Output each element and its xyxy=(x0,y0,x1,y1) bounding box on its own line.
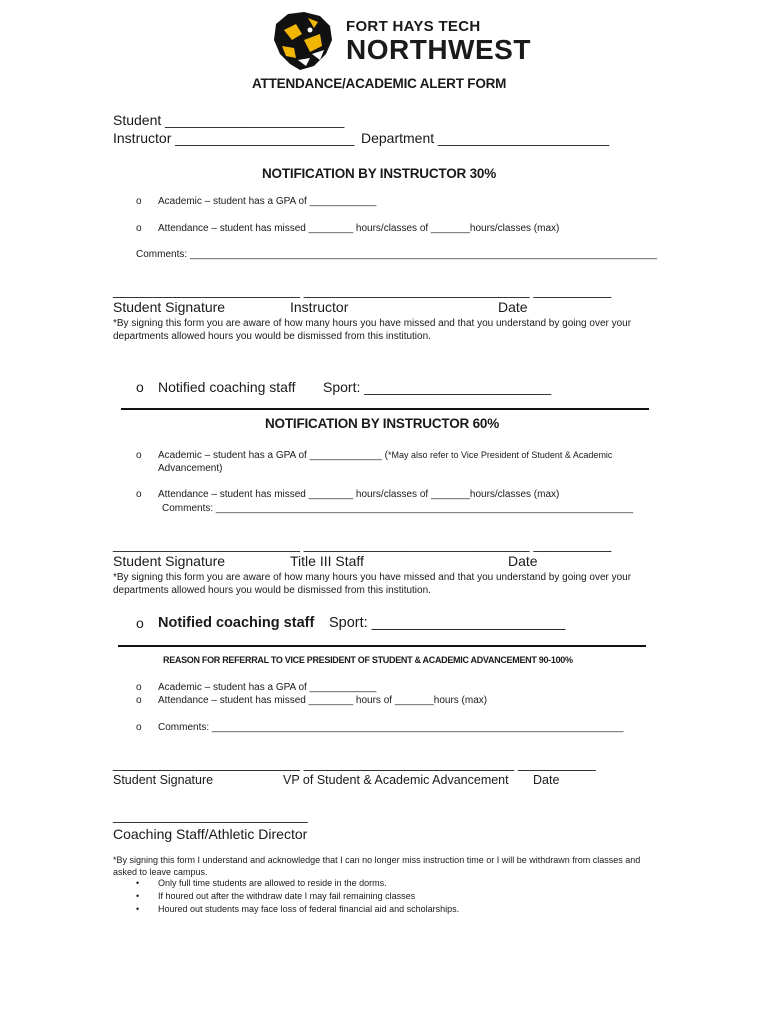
signing-note-60: *By signing this form you are aware of how many hours you have missed and that you understand by going over your departments allowed hours you would be dismissed from this institution. xyxy=(113,572,632,596)
signature-lines-30[interactable]: ________________________ _____________________________ __________ xyxy=(113,282,612,298)
checkbox-attendance-30[interactable]: o xyxy=(136,223,142,234)
checkbox-attendance-60[interactable]: o xyxy=(136,489,142,500)
divider-2 xyxy=(118,645,646,647)
sport-field-60[interactable]: Sport: ________________________ xyxy=(329,615,566,631)
comments-30-field[interactable]: Comments: ____________________________________________________________________________________ xyxy=(136,249,658,260)
student-field[interactable]: Student _______________________ xyxy=(113,112,345,128)
checkbox-coaching-30[interactable]: o xyxy=(136,379,144,395)
title3-staff-label: Title III Staff xyxy=(290,553,364,569)
brand-line1: FORT HAYS TECH xyxy=(346,18,481,35)
academic-60-continuation: Advancement) xyxy=(158,463,223,474)
section2-heading: NOTIFICATION BY INSTRUCTOR 60% xyxy=(265,416,500,431)
checkbox-coaching-60[interactable]: o xyxy=(136,615,144,631)
student-signature-label-30: Student Signature xyxy=(113,299,226,315)
vp-referral-note: *May also refer to Vice President of Student & Academic xyxy=(387,450,613,460)
tiger-head-icon xyxy=(270,10,336,72)
department-field[interactable]: Department ______________________ xyxy=(361,130,610,146)
student-signature-label-90: Student Signature xyxy=(113,773,214,787)
notified-coaching-30: Notified coaching staff xyxy=(158,379,296,395)
bullet-dot-2: • xyxy=(136,891,140,901)
point-3: Houred out students may face loss of federal financial aid and scholarships. xyxy=(158,904,460,914)
checkbox-academic-60[interactable]: o xyxy=(136,450,142,461)
bullet-dot-1: • xyxy=(136,878,140,888)
date-label-90: Date xyxy=(533,773,560,787)
checkbox-comments-90[interactable]: o xyxy=(136,722,142,733)
divider-1 xyxy=(121,408,649,410)
form-title: ATTENDANCE/ACADEMIC ALERT FORM xyxy=(252,76,507,91)
comments-90-field[interactable]: Comments: __________________________________________________________________________ xyxy=(158,722,624,733)
section1-heading: NOTIFICATION BY INSTRUCTOR 30% xyxy=(262,166,497,181)
attendance-30-text: Attendance – student has missed ________ hours/classes of _______hours/classes (max) xyxy=(158,223,560,234)
notified-coaching-60: Notified coaching staff xyxy=(158,615,315,631)
academic-60-main: Academic – student has a GPA of _____________ ( xyxy=(158,450,388,461)
point-1: Only full time students are allowed to reside in the dorms. xyxy=(158,878,387,888)
checkbox-attendance-90[interactable]: o xyxy=(136,695,142,706)
attendance-60-text: Attendance – student has missed ________ hours/classes of _______hours/classes (max) xyxy=(158,489,560,500)
instructor-field[interactable]: Instructor _______________________ xyxy=(113,130,355,146)
vp-signature-label: VP of Student & Academic Advancement xyxy=(283,773,509,787)
sport-field-30[interactable]: Sport: ________________________ xyxy=(323,379,552,395)
checkbox-academic-30[interactable]: o xyxy=(136,196,142,207)
tiger-logo xyxy=(270,10,336,72)
student-signature-label-60: Student Signature xyxy=(113,553,226,569)
academic-90-text: Academic – student has a GPA of ____________ xyxy=(158,682,377,693)
checkbox-academic-90[interactable]: o xyxy=(136,682,142,693)
academic-30-text: Academic – student has a GPA of ____________ xyxy=(158,196,377,207)
coach-signature-label: Coaching Staff/Athletic Director xyxy=(113,826,308,842)
withdrawal-note: *By signing this form I understand and acknowledge that I can no longer miss instruction time or I will be withdrawn from classes and asked to leave campus. xyxy=(113,855,641,877)
section3-heading: REASON FOR REFERRAL TO VICE PRESIDENT OF STUDENT & ACADEMIC ADVANCEMENT 90-100% xyxy=(163,655,573,665)
comments-60-field[interactable]: Comments: ___________________________________________________________________________ xyxy=(162,503,634,514)
attendance-90-text: Attendance – student has missed ________ hours of _______hours (max) xyxy=(158,695,488,706)
academic-60-text xyxy=(158,450,612,461)
date-label-30: Date xyxy=(498,299,528,315)
signing-note-30: *By signing this form you are aware of how many hours you have missed and that you understand by going over your departments allowed hours you would be dismissed from this institution. xyxy=(113,318,632,342)
signature-lines-90[interactable]: ________________________ ___________________________ __________ xyxy=(113,755,596,771)
brand-line2: NORTHWEST xyxy=(346,34,531,65)
coach-signature-line[interactable]: _________________________ xyxy=(113,807,308,823)
bullet-dot-3: • xyxy=(136,904,140,914)
signature-lines-60[interactable]: ________________________ _____________________________ __________ xyxy=(113,536,612,552)
date-label-60: Date xyxy=(508,553,538,569)
instructor-signature-label-30: Instructor xyxy=(290,299,349,315)
point-2: If houred out after the withdraw date I may fail remaining classes xyxy=(158,891,416,901)
